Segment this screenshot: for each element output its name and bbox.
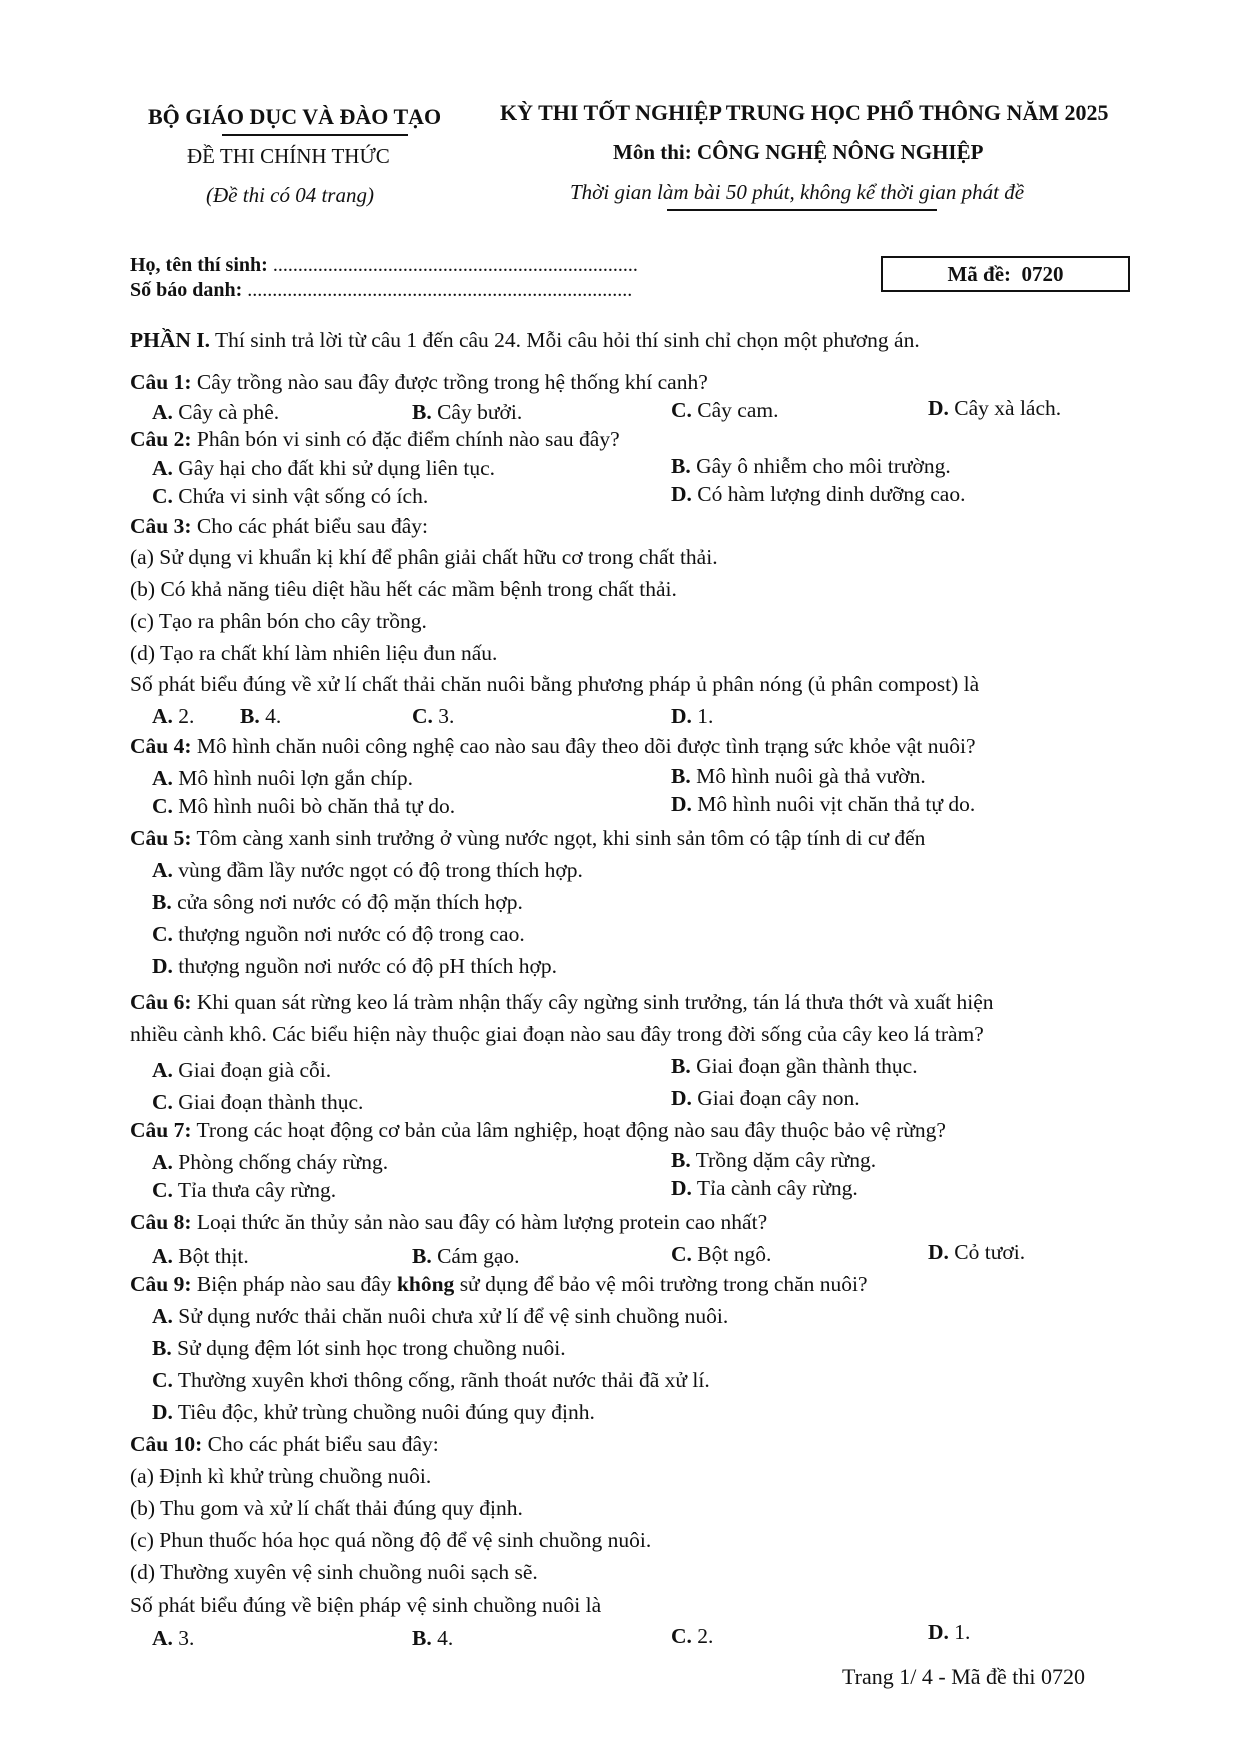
- question-10: [130, 1432, 439, 1457]
- question-7: [130, 1118, 946, 1143]
- question-6-label: Câu 6:: [130, 990, 192, 1014]
- q8-option-a: A. Bột thịt.: [152, 1244, 249, 1268]
- question-10-text: Cho các phát biểu sau đây:: [207, 1432, 439, 1456]
- q9-option-d: D. Tiêu độc, khử trùng chuồng nuôi đúng quy định.: [152, 1400, 595, 1424]
- question-1-label: Câu 1:: [130, 370, 192, 394]
- q4-option-c: C. Mô hình nuôi bò chăn thả tự do.: [152, 794, 456, 818]
- q4-option-d: D. Mô hình nuôi vịt chăn thả tự do.: [671, 792, 976, 816]
- question-9-text-pre: Biện pháp nào sau đây: [196, 1272, 392, 1296]
- q10-statement-a: (a) Định kì khử trùng chuồng nuôi.: [130, 1464, 432, 1488]
- part1-heading: [130, 328, 920, 353]
- q8-option-d: D. Cỏ tươi.: [928, 1240, 1026, 1264]
- part1-text: Thí sinh trả lời từ câu 1 đến câu 24. Mỗi câu hỏi thí sinh chỉ chọn một phương án.: [215, 328, 920, 352]
- question-8: [130, 1210, 767, 1235]
- q2-option-a: A. Gây hại cho đất khi sử dụng liên tục.: [152, 456, 496, 480]
- q4-option-a: A. Mô hình nuôi lợn gắn chíp.: [152, 766, 413, 790]
- q9-option-c: C. Thường xuyên khơi thông cống, rãnh thoát nước thải đã xử lí.: [152, 1368, 710, 1392]
- q3-statement-b: (b) Có khả năng tiêu diệt hầu hết các mầm bệnh trong chất thải.: [130, 577, 677, 601]
- q10-statement-c: (c) Phun thuốc hóa học quá nồng độ để vệ sinh chuồng nuôi.: [130, 1528, 652, 1552]
- question-3: [130, 514, 428, 539]
- question-2-label: Câu 2:: [130, 427, 192, 451]
- q5-option-c: C. thượng nguồn nơi nước có độ trong cao.: [152, 922, 525, 946]
- question-9-text-emphasis: không: [396, 1272, 455, 1296]
- q2-option-b: B. Gây ô nhiễm cho môi trường.: [671, 454, 951, 478]
- question-8-label: Câu 8:: [130, 1210, 192, 1234]
- question-5-label: Câu 5:: [130, 826, 192, 850]
- subject-name: CÔNG NGHỆ NÔNG NGHIỆP: [697, 140, 984, 164]
- q5-option-a: A. vùng đầm lầy nước ngọt có độ trong thích hợp.: [152, 858, 583, 882]
- q3-stem: Số phát biểu đúng về xử lí chất thải chăn nuôi bằng phương pháp ủ phân nóng (ủ phân compost) là: [130, 672, 980, 696]
- question-2-text: Phân bón vi sinh có đặc điểm chính nào sau đây?: [196, 427, 620, 451]
- question-6-text: Khi quan sát rừng keo lá tràm nhận thấy cây ngừng sinh trưởng, tán lá thưa thớt và xuất hiện: [196, 990, 994, 1014]
- question-3-label: Câu 3:: [130, 514, 192, 538]
- subject-label: Môn thi:: [613, 140, 692, 164]
- q7-option-d: D. Tỉa cành cây rừng.: [671, 1176, 858, 1200]
- q7-option-a: A. Phòng chống cháy rừng.: [152, 1150, 389, 1174]
- q6-option-b: B. Giai đoạn gần thành thục.: [671, 1054, 918, 1078]
- question-10-label: Câu 10:: [130, 1432, 203, 1456]
- question-4-text: Mô hình chăn nuôi công nghệ cao nào sau đây theo dõi được tình trạng sức khỏe vật nuôi?: [196, 734, 976, 758]
- question-9: [130, 1272, 868, 1297]
- question-9-label: Câu 9:: [130, 1272, 192, 1296]
- q2-option-c: C. Chứa vi sinh vật sống có ích.: [152, 484, 429, 508]
- candidate-id-row: [130, 279, 632, 302]
- q1-option-b: B. Cây bưởi.: [412, 400, 523, 424]
- candidate-name-dots: .........................................................................: [272, 254, 638, 276]
- q3-option-a: A. 2.: [152, 704, 195, 728]
- candidate-id-dots: .............................................................................: [247, 279, 633, 301]
- time-underline: [667, 209, 937, 211]
- q5-option-b: B. cửa sông nơi nước có độ mặn thích hợp.: [152, 890, 523, 914]
- q9-option-b: B. Sử dụng đệm lót sinh học trong chuồng nuôi.: [152, 1336, 566, 1360]
- q8-option-b: B. Cám gạo.: [412, 1244, 520, 1268]
- official-label: ĐỀ THI CHÍNH THỨC: [187, 144, 390, 168]
- question-4-label: Câu 4:: [130, 734, 192, 758]
- q3-option-c: C. 3.: [412, 704, 455, 728]
- q1-option-d: D. Cây xà lách.: [928, 396, 1062, 420]
- exam-code-label: Mã đề:: [947, 262, 1012, 286]
- pages-note: (Đề thi có 04 trang): [206, 183, 374, 207]
- question-8-text: Loại thức ăn thủy sản nào sau đây có hàm lượng protein cao nhất?: [196, 1210, 768, 1234]
- q7-option-b: B. Trồng dặm cây rừng.: [671, 1148, 877, 1172]
- question-7-label: Câu 7:: [130, 1118, 192, 1142]
- ministry-name: BỘ GIÁO DỤC VÀ ĐÀO TẠO: [148, 104, 442, 129]
- candidate-name-label: Họ, tên thí sinh:: [130, 254, 268, 276]
- q8-option-c: C. Bột ngô.: [671, 1242, 772, 1266]
- q10-statement-b: (b) Thu gom và xử lí chất thải đúng quy định.: [130, 1496, 523, 1520]
- question-6: [130, 990, 994, 1015]
- exam-title: KỲ THI TỐT NGHIỆP TRUNG HỌC PHỔ THÔNG NĂM 2025: [500, 100, 1109, 125]
- q1-option-c: C. Cây cam.: [671, 398, 779, 422]
- q10-option-b: B. 4.: [412, 1626, 454, 1650]
- q6-option-a: A. Giai đoạn già cỗi.: [152, 1058, 332, 1082]
- question-2: [130, 427, 620, 452]
- exam-code: 0720: [1021, 262, 1064, 286]
- q10-stem: Số phát biểu đúng về biện pháp vệ sinh chuồng nuôi là: [130, 1593, 602, 1617]
- q9-option-a: A. Sử dụng nước thải chăn nuôi chưa xử lí để vệ sinh chuồng nuôi.: [152, 1304, 729, 1328]
- question-4: [130, 734, 976, 759]
- candidate-name-row: [130, 254, 638, 277]
- question-3-text: Cho các phát biểu sau đây:: [196, 514, 428, 538]
- question-1-text: Cây trồng nào sau đây được trồng trong hệ thống khí canh?: [196, 370, 708, 394]
- question-7-text: Trong các hoạt động cơ bản của lâm nghiệp, hoạt động nào sau đây thuộc bảo vệ rừng?: [196, 1118, 946, 1142]
- q3-statement-c: (c) Tạo ra phân bón cho cây trồng.: [130, 609, 427, 633]
- q7-option-c: C. Tỉa thưa cây rừng.: [152, 1178, 337, 1202]
- q3-statement-d: (d) Tạo ra chất khí làm nhiên liệu đun nấu.: [130, 641, 498, 665]
- subject-line: [613, 140, 983, 165]
- question-9-text-post: sử dụng để bảo vệ môi trường trong chăn nuôi?: [459, 1272, 868, 1296]
- candidate-id-label: Số báo danh:: [130, 279, 243, 301]
- q1-option-a: A. Cây cà phê.: [152, 400, 280, 424]
- q3-option-d: D. 1.: [671, 704, 714, 728]
- q3-statement-a: (a) Sử dụng vi khuẩn kị khí để phân giải chất hữu cơ trong chất thải.: [130, 545, 718, 569]
- ministry-underline: [222, 134, 408, 136]
- page-footer: Trang 1/ 4 - Mã đề thi 0720: [842, 1664, 1086, 1689]
- question-6-continued: nhiều cành khô. Các biểu hiện này thuộc giai đoạn nào sau đây trong đời sống của cây keo lá tràm?: [130, 1022, 984, 1046]
- part1-label: PHẦN I.: [130, 328, 211, 352]
- q3-option-b: B. 4.: [240, 704, 282, 728]
- q2-option-d: D. Có hàm lượng dinh dưỡng cao.: [671, 482, 966, 506]
- q5-option-d: D. thượng nguồn nơi nước có độ pH thích hợp.: [152, 954, 557, 978]
- time-note: Thời gian làm bài 50 phút, không kể thời gian phát đề: [570, 180, 1025, 204]
- q6-option-c: C. Giai đoạn thành thục.: [152, 1090, 364, 1114]
- question-5: [130, 826, 925, 851]
- q10-statement-d: (d) Thường xuyên vệ sinh chuồng nuôi sạch sẽ.: [130, 1560, 538, 1584]
- q6-option-d: D. Giai đoạn cây non.: [671, 1086, 860, 1110]
- question-1: [130, 370, 708, 395]
- question-5-text: Tôm càng xanh sinh trưởng ở vùng nước ngọt, khi sinh sản tôm có tập tính di cư đến: [196, 826, 926, 850]
- q10-option-d: D. 1.: [928, 1620, 971, 1644]
- exam-code-box: [881, 256, 1130, 292]
- q10-option-c: C. 2.: [671, 1624, 714, 1648]
- q4-option-b: B. Mô hình nuôi gà thả vườn.: [671, 764, 926, 788]
- q10-option-a: A. 3.: [152, 1626, 195, 1650]
